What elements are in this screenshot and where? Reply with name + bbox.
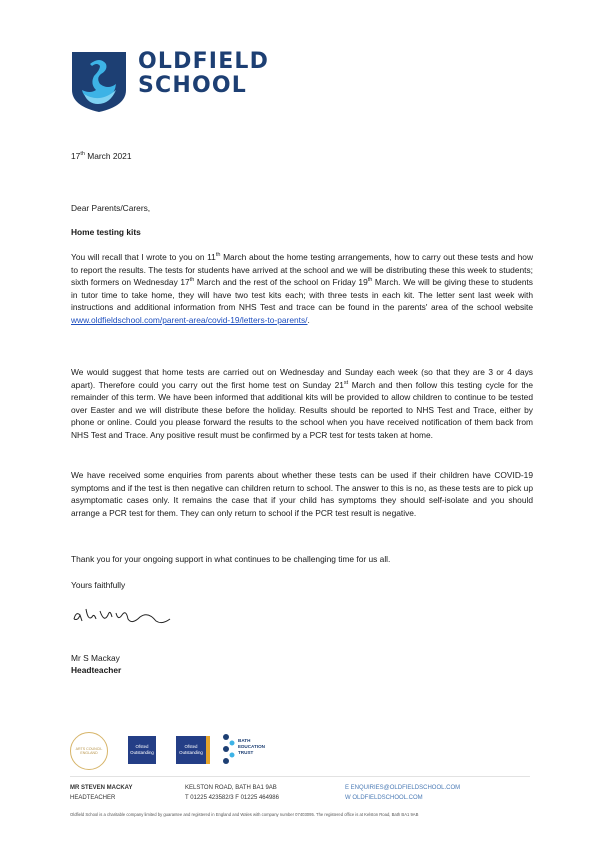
- accreditation-badges: [70, 730, 270, 770]
- paragraph-3: We have received some enquiries from parents about whether these tests can be used if their children have COVID-19 symptoms and if the test is then negative can children return to school. The answer to this is no, as these tests are to pick up asymptomatic cases only. It remains the case that if your child has symptoms they should self-isolate and you should arrange a PCR test for them. They can only return to school if the PCR test result is negative.: [71, 470, 533, 518]
- footer-legal-text: Oldfield School is a charitable company limited by guarantee and registered in England and Wales with company number 07403095. The registered office is at Kelston Road, Bath BA1 9AB: [70, 812, 419, 817]
- letters-to-parents-link[interactable]: www.oldfieldschool.com/parent-area/covid-19/letters-to-parents/: [71, 314, 308, 325]
- swan-crest-icon: [70, 50, 128, 114]
- paragraph-4: Thank you for your ongoing support in what continues to be challenging time for us all.: [71, 554, 391, 564]
- arts-council-badge: ARTS COUNCIL ENGLAND: [70, 732, 108, 770]
- school-name-line2: SCHOOL: [138, 73, 248, 98]
- letter-subject: Home testing kits: [71, 227, 141, 237]
- footer-divider: [70, 776, 530, 777]
- dots-icon: [222, 732, 236, 768]
- footer-address: KELSTON ROAD, BATH BA1 9AB: [185, 785, 277, 791]
- signature-icon: [70, 599, 180, 629]
- salutation: Dear Parents/Carers,: [71, 203, 151, 213]
- footer-phone: T 01225 423582/3 F 01225 464986: [185, 795, 279, 801]
- footer-email[interactable]: E ENQUIRIES@OLDFIELDSCHOOL.COM: [345, 785, 461, 791]
- signer-name: Mr S Mackay: [71, 653, 120, 663]
- footer-role: HEADTEACHER: [70, 795, 116, 801]
- footer-website[interactable]: W OLDFIELDSCHOOL.COM: [345, 795, 423, 801]
- footer-name: MR STEVEN MACKAY: [70, 785, 133, 791]
- school-name-line1: OLDFIELD: [138, 49, 270, 74]
- bath-education-trust-badge: BATH EDUCATION TRUST: [222, 732, 270, 768]
- ofsted-badge-1: Ofsted Outstanding: [128, 736, 156, 764]
- signer-title: Headteacher: [71, 665, 122, 675]
- closing: Yours faithfully: [71, 580, 126, 590]
- paragraph-2: We would suggest that home tests are carried out on Wednesday and Sunday each week (so that they are 3 or 4 days apart). Therefore could you carry out the first home test on Sunday 21st March and then follow this testing cycle for the remainder of this term. We have been informed that additional kits will be provided to allow children to continue to be tested over Easter and we will distribute these before the holiday. Results should be reported to NHS Test and Trace, either by phone or online. Could you please forward the results to the school when you have received notification of them back from NHS Test and Trace. Any positive result must be confirmed by a PCR test for tests taken at home.: [71, 367, 533, 440]
- school-name: [138, 50, 269, 98]
- letter-date: 17th March 2021: [71, 151, 132, 161]
- ofsted-badge-2: Ofsted Outstanding: [176, 736, 206, 764]
- paragraph-1: You will recall that I wrote to you on 11th March about the home testing arrangements, how to carry out these tests and how to report the results. The tests for students have arrived at the school and we will be distributing these this week to students; sixth formers on Wednesday 17th March and the rest of the school on Friday 19th March. We will be giving these to students in tutor time to take home, they will have two test kits each; with three tests in each kit. The letter sent last week with instructions and additional information from NHS Test and trace can be found in the parents' area of the school website www.oldfieldschool.com/parent-area/covid-19/letters-to-parents/.: [71, 252, 533, 325]
